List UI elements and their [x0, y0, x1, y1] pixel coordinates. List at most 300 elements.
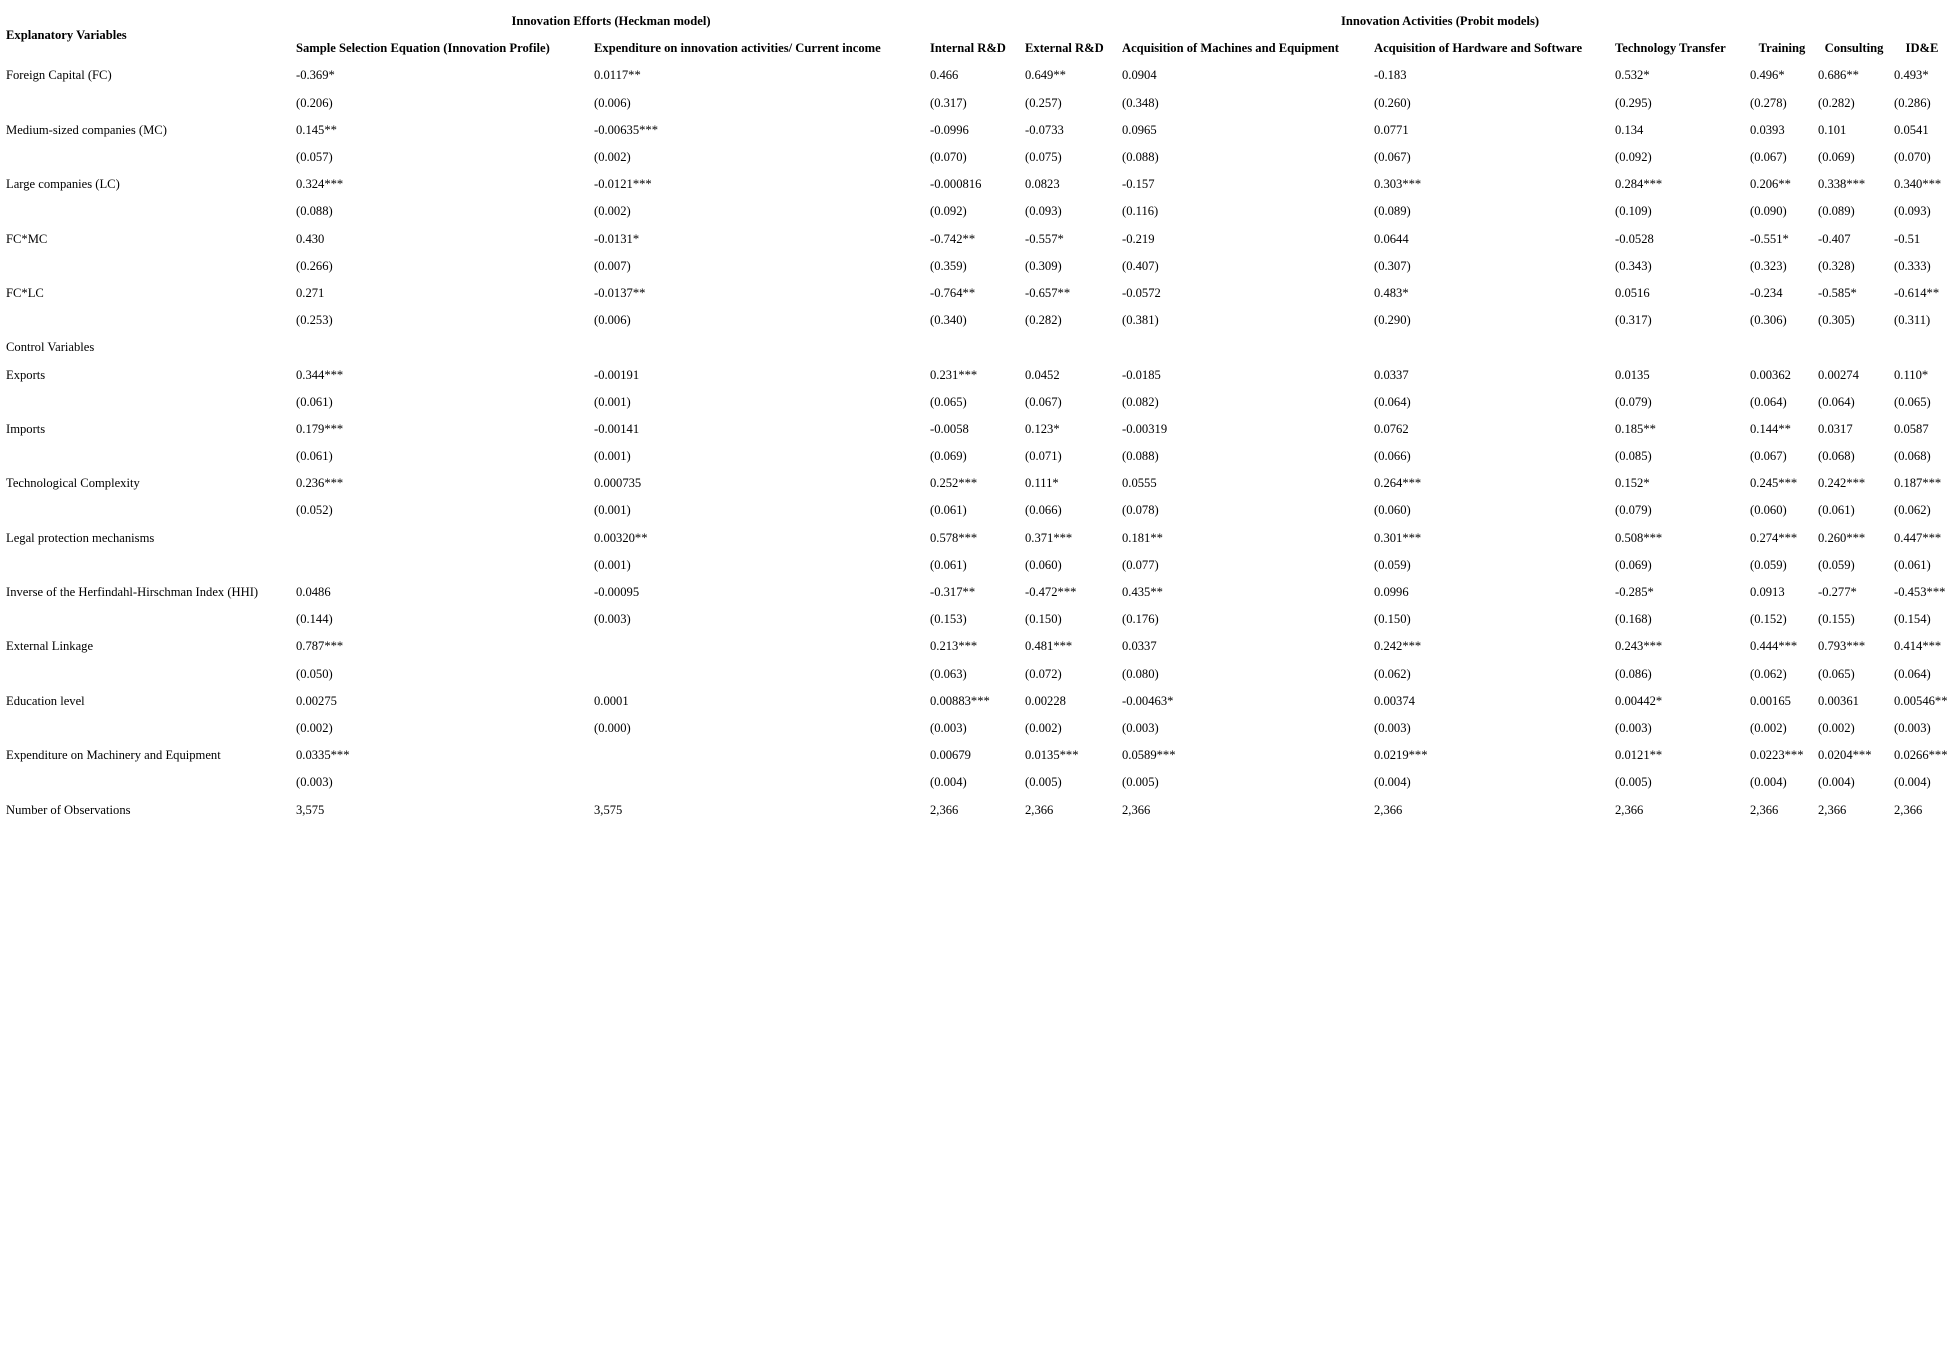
table-cell: -0.657** [1025, 285, 1071, 300]
row-label [6, 715, 296, 742]
row-label [6, 253, 296, 280]
table-cell: 0.0317 [1818, 421, 1853, 436]
table-cell: 0.144** [1750, 421, 1791, 436]
table-cell: 2,366 [1894, 802, 1923, 817]
row-label [6, 443, 296, 470]
table-cell: (0.067) [1750, 449, 1787, 464]
row-label: Medium-sized companies (MC) [6, 122, 167, 137]
table-cell: (0.059) [1374, 557, 1411, 572]
table-cell: -0.0137** [594, 285, 646, 300]
row-label [6, 552, 296, 579]
table-row [6, 688, 1954, 715]
table-cell: (0.144) [296, 612, 333, 627]
table-row [6, 769, 1954, 796]
table-cell: (0.002) [1025, 720, 1062, 735]
table-cell [1122, 334, 1374, 361]
table-cell: (0.086) [1615, 666, 1652, 681]
table-cell: 0.414*** [1894, 639, 1942, 654]
table-cell: 0.481*** [1025, 639, 1073, 654]
table-cell: -0.51 [1894, 231, 1921, 246]
table-cell: 2,366 [1025, 802, 1054, 817]
table-cell: (0.066) [1374, 449, 1411, 464]
table-cell: 0.0913 [1750, 585, 1785, 600]
row-label: Expenditure on Machinery and Equipment [6, 748, 221, 763]
table-cell: (0.077) [1122, 557, 1159, 572]
table-cell: 0.508*** [1615, 530, 1663, 545]
table-cell: (0.052) [296, 503, 333, 518]
table-cell: 0.000735 [594, 476, 642, 491]
table-cell: 0.185** [1615, 421, 1656, 436]
table-cell: (0.003) [296, 775, 333, 790]
table-cell [296, 334, 594, 361]
table-cell: (0.093) [1894, 204, 1931, 219]
table-cell: (0.311) [1894, 313, 1931, 328]
table-cell: (0.092) [1615, 150, 1652, 165]
table-cell: 0.0393 [1750, 122, 1785, 137]
table-cell: (0.168) [1615, 612, 1652, 627]
table-body [6, 62, 1954, 823]
table-cell: 0.245*** [1750, 476, 1798, 491]
table-cell: 0.435** [1122, 585, 1163, 600]
table-cell: (0.061) [1818, 503, 1855, 518]
table-cell: 3,575 [594, 802, 623, 817]
table-cell [1615, 334, 1750, 361]
table-cell: (0.323) [1750, 258, 1787, 273]
table-cell: -0.0733 [1025, 122, 1064, 137]
table-cell: (0.065) [1894, 394, 1931, 409]
table-cell: 0.242*** [1374, 639, 1422, 654]
table-cell: -0.285* [1615, 585, 1654, 600]
table-cell: (0.005) [1615, 775, 1652, 790]
table-cell [594, 633, 930, 660]
table-cell: 0.260*** [1818, 530, 1866, 545]
table-cell: 0.301*** [1374, 530, 1422, 545]
table-cell: (0.064) [1894, 666, 1931, 681]
table-cell: 2,366 [930, 802, 959, 817]
table-cell: 0.00274 [1818, 367, 1859, 382]
table-cell: (0.082) [1122, 394, 1159, 409]
table-cell: -0.472*** [1025, 585, 1077, 600]
table-cell: 2,366 [1122, 802, 1151, 817]
table-cell: -0.0185 [1122, 367, 1161, 382]
table-cell: (0.062) [1894, 503, 1931, 518]
table-row [6, 62, 1954, 89]
table-cell: 0.532* [1615, 68, 1650, 83]
col-header-hardware-software: Acquisition of Hardware and Software [1374, 41, 1583, 56]
table-cell: -0.00635*** [594, 122, 659, 137]
table-cell: (0.333) [1894, 258, 1931, 273]
table-cell: 0.338*** [1818, 177, 1866, 192]
table-cell: 0.231*** [930, 367, 978, 382]
table-cell: (0.070) [1894, 150, 1931, 165]
row-label: Control Variables [6, 340, 95, 355]
table-cell: (0.003) [930, 720, 967, 735]
table-cell: (0.002) [1818, 720, 1855, 735]
table-row [6, 361, 1954, 388]
table-cell: -0.407 [1818, 231, 1851, 246]
table-cell: 0.0117** [594, 68, 641, 83]
table-cell: 0.483* [1374, 285, 1409, 300]
table-cell: (0.059) [1818, 557, 1855, 572]
table-cell: (0.306) [1750, 313, 1787, 328]
table-cell: (0.067) [1750, 150, 1787, 165]
table-cell [1818, 334, 1894, 361]
table-cell: (0.050) [296, 666, 333, 681]
table-cell: 0.242*** [1818, 476, 1866, 491]
table-cell: (0.295) [1615, 95, 1652, 110]
table-cell: (0.206) [296, 95, 333, 110]
table-cell: (0.065) [1818, 666, 1855, 681]
table-cell: (0.005) [1025, 775, 1062, 790]
table-cell: -0.0121*** [594, 177, 652, 192]
table-cell: (0.070) [930, 150, 967, 165]
table-cell: 0.274*** [1750, 530, 1798, 545]
table-cell: -0.000816 [930, 177, 982, 192]
table-cell: (0.002) [594, 150, 631, 165]
probit-group-header: Innovation Activities (Probit models) [1340, 14, 1540, 29]
table-cell: (0.176) [1122, 612, 1159, 627]
table-cell: (0.001) [594, 503, 631, 518]
table-cell: 0.0965 [1122, 122, 1157, 137]
table-cell: (0.155) [1818, 612, 1855, 627]
table-cell: (0.089) [1818, 204, 1855, 219]
table-cell: 0.243*** [1615, 639, 1663, 654]
table-cell: 0.0644 [1374, 231, 1409, 246]
table-cell: -0.00463* [1122, 693, 1174, 708]
table-cell: 0.493* [1894, 68, 1929, 83]
table-cell: (0.001) [594, 557, 631, 572]
table-cell: 0.0762 [1374, 421, 1409, 436]
row-label: FC*MC [6, 231, 48, 246]
table-cell: (0.278) [1750, 95, 1787, 110]
table-cell: (0.061) [296, 449, 333, 464]
table-row [6, 470, 1954, 497]
table-cell: (0.075) [1025, 150, 1062, 165]
table-cell: -0.0996 [930, 122, 969, 137]
heckman-group-header: Innovation Efforts (Heckman model) [511, 14, 711, 29]
table-cell: 0.0121** [1615, 748, 1663, 763]
row-label: Education level [6, 693, 85, 708]
table-cell: (0.260) [1374, 95, 1411, 110]
table-cell: 0.134 [1615, 122, 1644, 137]
table-row [6, 117, 1954, 144]
table-cell: -0.00095 [594, 585, 640, 600]
row-label: Technological Complexity [6, 476, 140, 491]
table-cell: 0.0771 [1374, 122, 1409, 137]
table-row [6, 742, 1954, 769]
table-cell [594, 769, 930, 796]
table-cell: 0.324*** [296, 177, 344, 192]
row-label [6, 307, 296, 334]
table-cell: (0.069) [1615, 557, 1652, 572]
table-cell: 0.0555 [1122, 476, 1157, 491]
table-cell: (0.305) [1818, 313, 1855, 328]
table-cell: 0.110* [1894, 367, 1929, 382]
col-header-internal-rd: Internal R&D [930, 41, 1006, 56]
table-cell: (0.088) [1122, 449, 1159, 464]
table-cell: (0.290) [1374, 313, 1411, 328]
table-cell: 0.793*** [1818, 639, 1866, 654]
table-row [6, 198, 1954, 225]
table-cell: (0.005) [1122, 775, 1159, 790]
table-cell: 0.787*** [296, 639, 344, 654]
table-cell: (0.266) [296, 258, 333, 273]
table-cell: (0.060) [1025, 557, 1062, 572]
table-cell: (0.064) [1374, 394, 1411, 409]
table-cell: (0.059) [1750, 557, 1787, 572]
table-cell: (0.069) [1818, 150, 1855, 165]
table-cell: (0.154) [1894, 612, 1931, 627]
table-cell: (0.088) [296, 204, 333, 219]
table-cell: (0.109) [1615, 204, 1652, 219]
table-cell: (0.348) [1122, 95, 1159, 110]
table-cell: (0.067) [1025, 394, 1062, 409]
table-cell [594, 661, 930, 688]
table-row [6, 443, 1954, 470]
row-label: Inverse of the Herfindahl-Hirschman Index (HHI) [6, 585, 259, 600]
table-row [6, 171, 1954, 198]
table-cell: (0.153) [930, 612, 967, 627]
table-cell: -0.219 [1122, 231, 1155, 246]
table-cell: 3,575 [296, 802, 325, 817]
table-cell: -0.585* [1818, 285, 1857, 300]
table-cell: 0.111* [1025, 476, 1059, 491]
table-cell: -0.0572 [1122, 285, 1161, 300]
table-row [6, 661, 1954, 688]
table-cell: 0.430 [296, 231, 325, 246]
table-row [6, 497, 1954, 524]
table-cell: (0.001) [594, 394, 631, 409]
row-label: Exports [6, 367, 46, 382]
table-row [6, 525, 1954, 552]
table-cell: (0.003) [1122, 720, 1159, 735]
table-cell: 0.00679 [930, 748, 971, 763]
table-cell: (0.150) [1025, 612, 1062, 627]
table-cell: 0.0337 [1122, 639, 1157, 654]
col-header-ide: ID&E [1905, 41, 1939, 56]
table-cell: 0.0335*** [296, 748, 350, 763]
table-cell: (0.286) [1894, 95, 1931, 110]
table-cell: 0.152* [1615, 476, 1650, 491]
table-cell: 0.340*** [1894, 177, 1942, 192]
col-header-technology-transfer: Technology Transfer [1615, 41, 1726, 56]
row-label [6, 606, 296, 633]
explanatory-variables-header: Explanatory Variables [6, 27, 127, 42]
table-cell: -0.183 [1374, 68, 1407, 83]
row-label: Imports [6, 421, 46, 436]
table-cell: (0.061) [930, 503, 967, 518]
table-cell: 0.649** [1025, 68, 1066, 83]
table-cell [296, 552, 594, 579]
table-cell: (0.340) [930, 313, 967, 328]
table-cell [594, 742, 930, 769]
table-row [6, 307, 1954, 334]
row-label: Legal protection mechanisms [6, 530, 155, 545]
table-cell: (0.116) [1122, 204, 1159, 219]
header-column-row [6, 35, 1954, 62]
table-cell: (0.079) [1615, 394, 1652, 409]
table-cell: 0.00320** [594, 530, 648, 545]
table-cell: 0.101 [1818, 122, 1847, 137]
row-label [6, 497, 296, 524]
table-cell: 0.0001 [594, 693, 629, 708]
table-cell: (0.002) [296, 720, 333, 735]
table-cell: 0.496* [1750, 68, 1785, 83]
col-header-expenditure: Expenditure on innovation activities/ Current income [594, 41, 881, 56]
table-cell: 0.00275 [296, 693, 337, 708]
table-cell: (0.060) [1374, 503, 1411, 518]
table-row [6, 552, 1954, 579]
table-cell: 0.284*** [1615, 177, 1663, 192]
table-cell [296, 525, 594, 552]
table-row [6, 416, 1954, 443]
table-cell: 0.0904 [1122, 68, 1157, 83]
table-cell: 2,366 [1750, 802, 1779, 817]
table-cell: (0.003) [1894, 720, 1931, 735]
table-row [6, 579, 1954, 606]
table-cell: 0.271 [296, 285, 325, 300]
row-label [6, 198, 296, 225]
row-label [6, 389, 296, 416]
table-cell: (0.253) [296, 313, 333, 328]
table-cell: 0.303*** [1374, 177, 1422, 192]
table-cell [1894, 334, 1954, 361]
table-cell: 0.0204*** [1818, 748, 1872, 763]
table-row [6, 90, 1954, 117]
table-cell: (0.004) [1818, 775, 1855, 790]
table-cell: (0.092) [930, 204, 967, 219]
table-row [6, 633, 1954, 660]
table-cell: (0.004) [930, 775, 967, 790]
table-cell: (0.317) [930, 95, 967, 110]
table-cell: 0.0541 [1894, 122, 1929, 137]
table-cell: 0.344*** [296, 367, 344, 382]
table-cell: (0.381) [1122, 313, 1159, 328]
table-cell: 0.179*** [296, 421, 344, 436]
table-cell: (0.080) [1122, 666, 1159, 681]
table-cell: (0.003) [594, 612, 631, 627]
table-cell: -0.0058 [930, 421, 969, 436]
table-cell: 0.123* [1025, 421, 1060, 436]
table-cell: -0.0528 [1615, 231, 1654, 246]
table-cell: 0.00361 [1818, 693, 1859, 708]
table-cell: (0.062) [1374, 666, 1411, 681]
table-cell: (0.003) [1615, 720, 1652, 735]
table-cell: (0.309) [1025, 258, 1062, 273]
table-cell: 0.236*** [296, 476, 344, 491]
table-cell: (0.065) [930, 394, 967, 409]
table-cell: -0.742** [930, 231, 976, 246]
table-cell: 0.0266*** [1894, 748, 1948, 763]
table-cell: 0.00546** [1894, 693, 1948, 708]
table-cell: (0.359) [930, 258, 967, 273]
table-cell: 0.00362 [1750, 367, 1791, 382]
table-header [6, 8, 1954, 62]
table-cell: -0.551* [1750, 231, 1789, 246]
table-cell: 0.145** [296, 122, 337, 137]
table-cell: -0.234 [1750, 285, 1783, 300]
table-cell: -0.157 [1122, 177, 1155, 192]
table-cell: (0.066) [1025, 503, 1062, 518]
table-cell: (0.001) [594, 449, 631, 464]
table-row [6, 253, 1954, 280]
table-cell: (0.060) [1750, 503, 1787, 518]
table-cell: (0.063) [930, 666, 967, 681]
table-cell: 0.578*** [930, 530, 978, 545]
table-cell: (0.085) [1615, 449, 1652, 464]
row-label: External Linkage [6, 639, 94, 654]
table-cell: (0.407) [1122, 258, 1159, 273]
table-cell [594, 334, 930, 361]
table-cell: 0.181** [1122, 530, 1163, 545]
table-cell: (0.004) [1894, 775, 1931, 790]
table-cell: 0.213*** [930, 639, 978, 654]
table-cell: 0.0823 [1025, 177, 1060, 192]
table-cell [1374, 334, 1615, 361]
table-cell: (0.328) [1818, 258, 1855, 273]
table-row [6, 334, 1954, 361]
table-cell: (0.003) [1374, 720, 1411, 735]
row-label [6, 661, 296, 688]
table-cell: -0.764** [930, 285, 976, 300]
table-cell: (0.064) [1750, 394, 1787, 409]
table-cell: (0.088) [1122, 150, 1159, 165]
header-group-row [6, 8, 1954, 35]
table-row [6, 226, 1954, 253]
table-cell [930, 334, 1025, 361]
row-label: Foreign Capital (FC) [6, 68, 112, 83]
table-row [6, 144, 1954, 171]
table-cell: (0.152) [1750, 612, 1787, 627]
table-row [6, 389, 1954, 416]
row-label [6, 90, 296, 117]
table-cell [1025, 334, 1122, 361]
table-cell: 0.0486 [296, 585, 331, 600]
table-row [6, 715, 1954, 742]
table-cell: 2,366 [1374, 802, 1403, 817]
table-cell: (0.067) [1374, 150, 1411, 165]
regression-table [6, 8, 1954, 824]
table-cell [1750, 334, 1818, 361]
table-cell: 0.466 [930, 68, 959, 83]
table-cell: (0.072) [1025, 666, 1062, 681]
table-cell: (0.090) [1750, 204, 1787, 219]
table-cell: 0.444*** [1750, 639, 1798, 654]
table-cell: (0.006) [594, 313, 631, 328]
table-cell: 0.0996 [1374, 585, 1409, 600]
table-row [6, 606, 1954, 633]
row-label: Number of Observations [6, 802, 131, 817]
table-row [6, 280, 1954, 307]
regression-table-container [6, 8, 1954, 824]
table-cell: -0.277* [1818, 585, 1857, 600]
table-cell: -0.614** [1894, 285, 1940, 300]
table-cell: (0.343) [1615, 258, 1652, 273]
table-cell: (0.282) [1818, 95, 1855, 110]
table-cell: (0.064) [1818, 394, 1855, 409]
table-cell: (0.317) [1615, 313, 1652, 328]
table-cell: 0.00883*** [930, 693, 990, 708]
table-cell: 0.252*** [930, 476, 978, 491]
row-label [6, 144, 296, 171]
table-cell: (0.069) [930, 449, 967, 464]
table-cell: 0.0452 [1025, 367, 1060, 382]
table-cell: (0.257) [1025, 95, 1062, 110]
table-cell: 0.00442* [1615, 693, 1663, 708]
table-cell: 2,366 [1615, 802, 1644, 817]
table-cell: (0.282) [1025, 313, 1062, 328]
table-cell: (0.071) [1025, 449, 1062, 464]
